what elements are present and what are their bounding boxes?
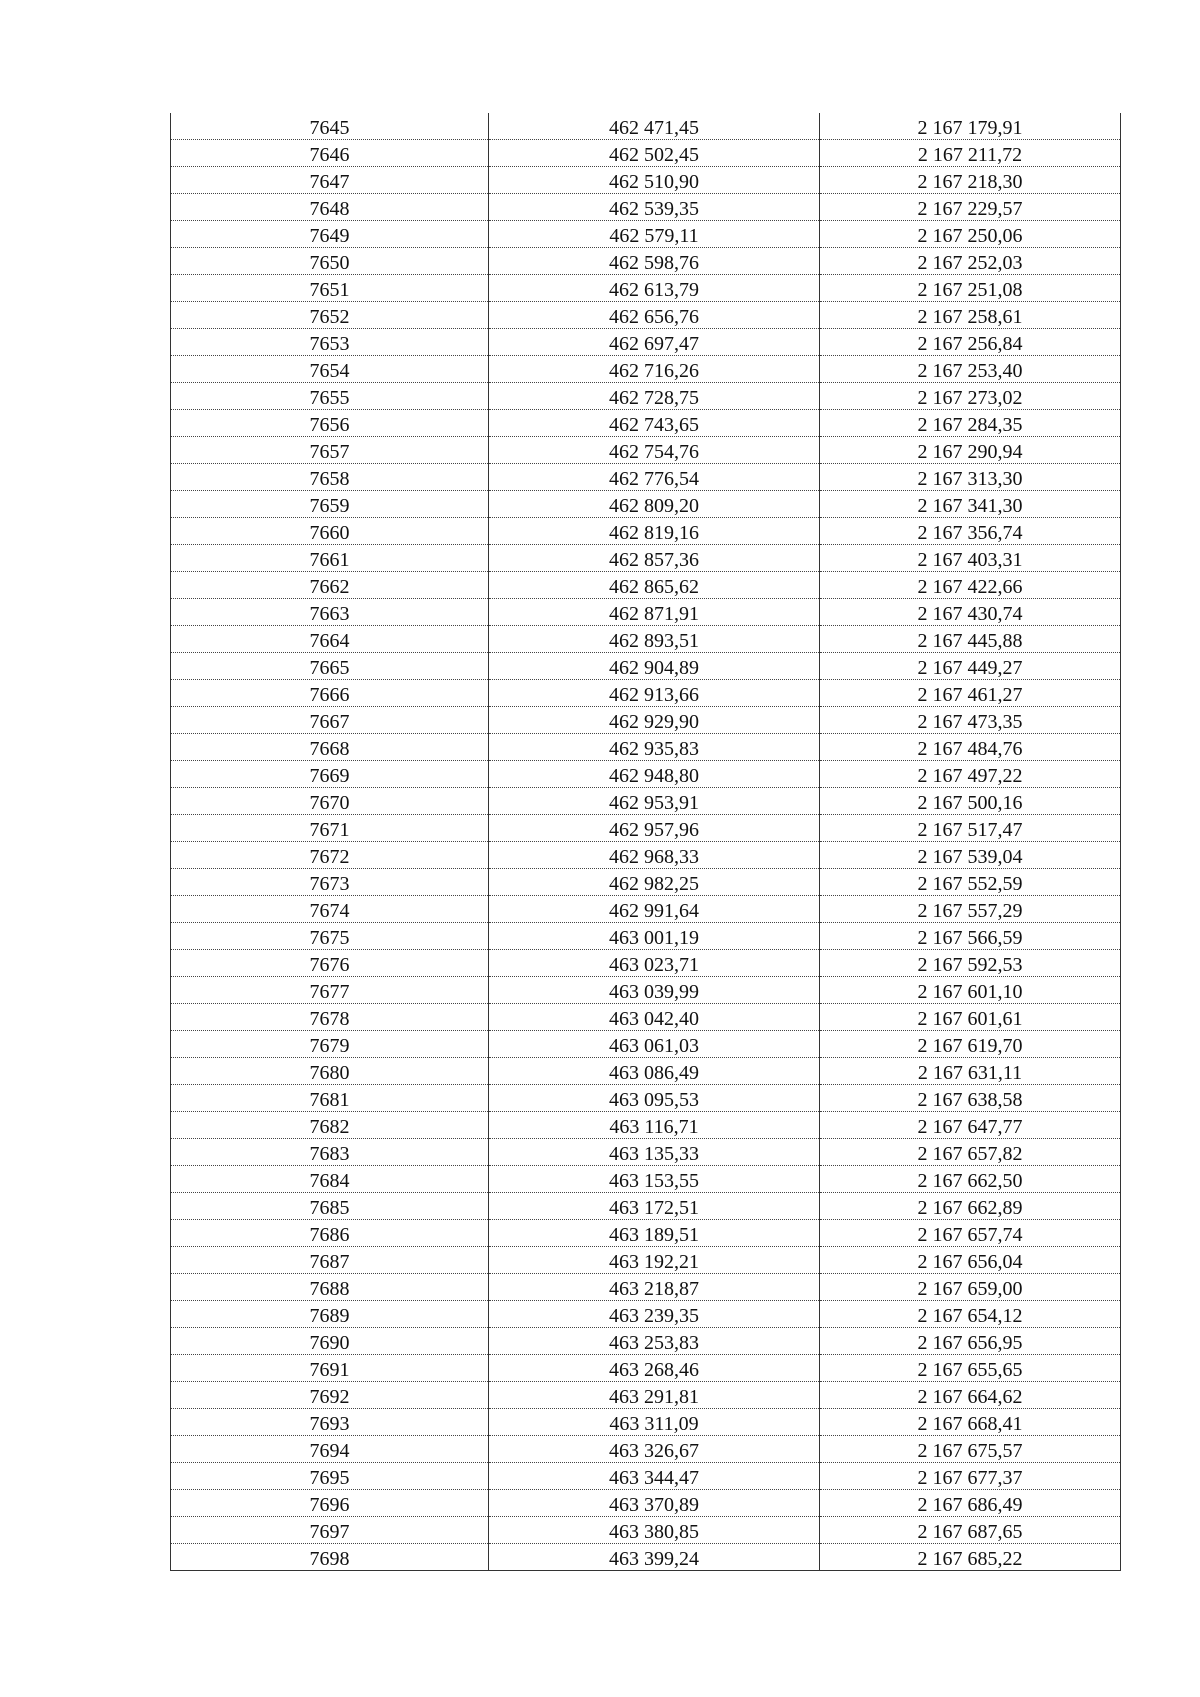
y-coordinate-cell: 2 167 655,65	[820, 1355, 1121, 1382]
table-row	[171, 626, 1121, 653]
x-coordinate-cell: 462 502,45	[489, 140, 820, 167]
x-coordinate-cell: 463 380,85	[489, 1517, 820, 1544]
x-coordinate-cell: 463 253,83	[489, 1328, 820, 1355]
y-coordinate-cell: 2 167 290,94	[820, 437, 1121, 464]
table-row	[171, 140, 1121, 167]
x-coordinate-cell: 463 344,47	[489, 1463, 820, 1490]
point-number-cell: 7667	[171, 707, 489, 734]
point-number-cell: 7660	[171, 518, 489, 545]
table-row	[171, 302, 1121, 329]
table-row	[171, 572, 1121, 599]
x-coordinate-cell: 463 135,33	[489, 1139, 820, 1166]
y-coordinate-cell: 2 167 662,50	[820, 1166, 1121, 1193]
x-coordinate-cell: 462 865,62	[489, 572, 820, 599]
point-number-cell: 7698	[171, 1544, 489, 1571]
y-coordinate-cell: 2 167 656,95	[820, 1328, 1121, 1355]
table-row	[171, 356, 1121, 383]
table-row	[171, 437, 1121, 464]
point-number-cell: 7697	[171, 1517, 489, 1544]
x-coordinate-cell: 462 948,80	[489, 761, 820, 788]
y-coordinate-cell: 2 167 659,00	[820, 1274, 1121, 1301]
x-coordinate-cell: 462 929,90	[489, 707, 820, 734]
x-coordinate-cell: 462 968,33	[489, 842, 820, 869]
point-number-cell: 7672	[171, 842, 489, 869]
point-number-cell: 7658	[171, 464, 489, 491]
x-coordinate-cell: 462 982,25	[489, 869, 820, 896]
y-coordinate-cell: 2 167 250,06	[820, 221, 1121, 248]
point-number-cell: 7689	[171, 1301, 489, 1328]
y-coordinate-cell: 2 167 686,49	[820, 1490, 1121, 1517]
point-number-cell: 7665	[171, 653, 489, 680]
x-coordinate-cell: 462 776,54	[489, 464, 820, 491]
table-row	[171, 383, 1121, 410]
y-coordinate-cell: 2 167 258,61	[820, 302, 1121, 329]
table-row	[171, 1544, 1121, 1571]
y-coordinate-cell: 2 167 449,27	[820, 653, 1121, 680]
table-row	[171, 1301, 1121, 1328]
y-coordinate-cell: 2 167 656,04	[820, 1247, 1121, 1274]
y-coordinate-cell: 2 167 647,77	[820, 1112, 1121, 1139]
x-coordinate-cell: 462 510,90	[489, 167, 820, 194]
x-coordinate-cell: 462 579,11	[489, 221, 820, 248]
table-row	[171, 1031, 1121, 1058]
x-coordinate-cell: 463 311,09	[489, 1409, 820, 1436]
table-row	[171, 815, 1121, 842]
x-coordinate-cell: 463 153,55	[489, 1166, 820, 1193]
table-row	[171, 923, 1121, 950]
y-coordinate-cell: 2 167 211,72	[820, 140, 1121, 167]
table-row	[171, 1328, 1121, 1355]
y-coordinate-cell: 2 167 638,58	[820, 1085, 1121, 1112]
x-coordinate-cell: 463 042,40	[489, 1004, 820, 1031]
table-row	[171, 761, 1121, 788]
point-number-cell: 7674	[171, 896, 489, 923]
table-row	[171, 410, 1121, 437]
y-coordinate-cell: 2 167 356,74	[820, 518, 1121, 545]
y-coordinate-cell: 2 167 552,59	[820, 869, 1121, 896]
x-coordinate-cell: 462 598,76	[489, 248, 820, 275]
x-coordinate-cell: 462 754,76	[489, 437, 820, 464]
y-coordinate-cell: 2 167 687,65	[820, 1517, 1121, 1544]
x-coordinate-cell: 463 086,49	[489, 1058, 820, 1085]
x-coordinate-cell: 462 656,76	[489, 302, 820, 329]
table-row	[171, 1112, 1121, 1139]
y-coordinate-cell: 2 167 251,08	[820, 275, 1121, 302]
point-number-cell: 7666	[171, 680, 489, 707]
table-row	[171, 1517, 1121, 1544]
table-row	[171, 1247, 1121, 1274]
y-coordinate-cell: 2 167 218,30	[820, 167, 1121, 194]
point-number-cell: 7659	[171, 491, 489, 518]
y-coordinate-cell: 2 167 664,62	[820, 1382, 1121, 1409]
point-number-cell: 7687	[171, 1247, 489, 1274]
point-number-cell: 7682	[171, 1112, 489, 1139]
table-row	[171, 194, 1121, 221]
x-coordinate-cell: 462 904,89	[489, 653, 820, 680]
point-number-cell: 7646	[171, 140, 489, 167]
x-coordinate-cell: 463 189,51	[489, 1220, 820, 1247]
coordinates-table	[170, 113, 1121, 1571]
y-coordinate-cell: 2 167 601,61	[820, 1004, 1121, 1031]
table-row	[171, 1490, 1121, 1517]
point-number-cell: 7684	[171, 1166, 489, 1193]
table-row	[171, 869, 1121, 896]
point-number-cell: 7680	[171, 1058, 489, 1085]
table-row	[171, 1193, 1121, 1220]
x-coordinate-cell: 463 023,71	[489, 950, 820, 977]
point-number-cell: 7693	[171, 1409, 489, 1436]
y-coordinate-cell: 2 167 461,27	[820, 680, 1121, 707]
y-coordinate-cell: 2 167 539,04	[820, 842, 1121, 869]
x-coordinate-cell: 462 871,91	[489, 599, 820, 626]
point-number-cell: 7694	[171, 1436, 489, 1463]
x-coordinate-cell: 462 935,83	[489, 734, 820, 761]
y-coordinate-cell: 2 167 179,91	[820, 113, 1121, 140]
y-coordinate-cell: 2 167 473,35	[820, 707, 1121, 734]
table-row	[171, 518, 1121, 545]
x-coordinate-cell: 463 291,81	[489, 1382, 820, 1409]
x-coordinate-cell: 463 001,19	[489, 923, 820, 950]
point-number-cell: 7655	[171, 383, 489, 410]
y-coordinate-cell: 2 167 685,22	[820, 1544, 1121, 1571]
table-row	[171, 545, 1121, 572]
table-row	[171, 707, 1121, 734]
y-coordinate-cell: 2 167 422,66	[820, 572, 1121, 599]
y-coordinate-cell: 2 167 592,53	[820, 950, 1121, 977]
x-coordinate-cell: 462 857,36	[489, 545, 820, 572]
point-number-cell: 7662	[171, 572, 489, 599]
y-coordinate-cell: 2 167 253,40	[820, 356, 1121, 383]
table-row	[171, 680, 1121, 707]
y-coordinate-cell: 2 167 657,74	[820, 1220, 1121, 1247]
x-coordinate-cell: 462 991,64	[489, 896, 820, 923]
x-coordinate-cell: 462 957,96	[489, 815, 820, 842]
point-number-cell: 7690	[171, 1328, 489, 1355]
table-row	[171, 221, 1121, 248]
point-number-cell: 7685	[171, 1193, 489, 1220]
table-row	[171, 1058, 1121, 1085]
table-row	[171, 1409, 1121, 1436]
point-number-cell: 7686	[171, 1220, 489, 1247]
x-coordinate-cell: 462 743,65	[489, 410, 820, 437]
x-coordinate-cell: 463 326,67	[489, 1436, 820, 1463]
table-row	[171, 788, 1121, 815]
y-coordinate-cell: 2 167 601,10	[820, 977, 1121, 1004]
table-row	[171, 1436, 1121, 1463]
x-coordinate-cell: 462 809,20	[489, 491, 820, 518]
x-coordinate-cell: 463 192,21	[489, 1247, 820, 1274]
y-coordinate-cell: 2 167 484,76	[820, 734, 1121, 761]
point-number-cell: 7653	[171, 329, 489, 356]
table-row	[171, 167, 1121, 194]
table-row	[171, 1274, 1121, 1301]
y-coordinate-cell: 2 167 675,57	[820, 1436, 1121, 1463]
table-row	[171, 275, 1121, 302]
y-coordinate-cell: 2 167 229,57	[820, 194, 1121, 221]
point-number-cell: 7675	[171, 923, 489, 950]
table-row	[171, 1139, 1121, 1166]
point-number-cell: 7654	[171, 356, 489, 383]
y-coordinate-cell: 2 167 252,03	[820, 248, 1121, 275]
y-coordinate-cell: 2 167 341,30	[820, 491, 1121, 518]
y-coordinate-cell: 2 167 256,84	[820, 329, 1121, 356]
point-number-cell: 7671	[171, 815, 489, 842]
y-coordinate-cell: 2 167 517,47	[820, 815, 1121, 842]
x-coordinate-cell: 462 613,79	[489, 275, 820, 302]
y-coordinate-cell: 2 167 619,70	[820, 1031, 1121, 1058]
y-coordinate-cell: 2 167 445,88	[820, 626, 1121, 653]
point-number-cell: 7692	[171, 1382, 489, 1409]
table-row	[171, 1382, 1121, 1409]
table-row	[171, 1220, 1121, 1247]
table-row	[171, 491, 1121, 518]
point-number-cell: 7664	[171, 626, 489, 653]
table-row	[171, 599, 1121, 626]
table-row	[171, 842, 1121, 869]
point-number-cell: 7656	[171, 410, 489, 437]
point-number-cell: 7676	[171, 950, 489, 977]
y-coordinate-cell: 2 167 557,29	[820, 896, 1121, 923]
point-number-cell: 7679	[171, 1031, 489, 1058]
table-row	[171, 896, 1121, 923]
y-coordinate-cell: 2 167 677,37	[820, 1463, 1121, 1490]
x-coordinate-cell: 463 061,03	[489, 1031, 820, 1058]
point-number-cell: 7683	[171, 1139, 489, 1166]
y-coordinate-cell: 2 167 497,22	[820, 761, 1121, 788]
point-number-cell: 7645	[171, 113, 489, 140]
table-row	[171, 653, 1121, 680]
x-coordinate-cell: 462 539,35	[489, 194, 820, 221]
x-coordinate-cell: 463 039,99	[489, 977, 820, 1004]
x-coordinate-cell: 463 116,71	[489, 1112, 820, 1139]
table-row	[171, 1166, 1121, 1193]
y-coordinate-cell: 2 167 631,11	[820, 1058, 1121, 1085]
point-number-cell: 7648	[171, 194, 489, 221]
point-number-cell: 7647	[171, 167, 489, 194]
x-coordinate-cell: 462 728,75	[489, 383, 820, 410]
y-coordinate-cell: 2 167 284,35	[820, 410, 1121, 437]
point-number-cell: 7696	[171, 1490, 489, 1517]
x-coordinate-cell: 462 913,66	[489, 680, 820, 707]
x-coordinate-cell: 463 370,89	[489, 1490, 820, 1517]
point-number-cell: 7652	[171, 302, 489, 329]
x-coordinate-cell: 462 953,91	[489, 788, 820, 815]
table-row	[171, 1004, 1121, 1031]
point-number-cell: 7691	[171, 1355, 489, 1382]
point-number-cell: 7678	[171, 1004, 489, 1031]
point-number-cell: 7650	[171, 248, 489, 275]
x-coordinate-cell: 463 095,53	[489, 1085, 820, 1112]
y-coordinate-cell: 2 167 654,12	[820, 1301, 1121, 1328]
table-row	[171, 1463, 1121, 1490]
table-row	[171, 329, 1121, 356]
x-coordinate-cell: 462 697,47	[489, 329, 820, 356]
x-coordinate-cell: 462 893,51	[489, 626, 820, 653]
table-row	[171, 734, 1121, 761]
point-number-cell: 7695	[171, 1463, 489, 1490]
table-row	[171, 950, 1121, 977]
point-number-cell: 7669	[171, 761, 489, 788]
x-coordinate-cell: 462 716,26	[489, 356, 820, 383]
point-number-cell: 7681	[171, 1085, 489, 1112]
y-coordinate-cell: 2 167 403,31	[820, 545, 1121, 572]
y-coordinate-cell: 2 167 657,82	[820, 1139, 1121, 1166]
point-number-cell: 7661	[171, 545, 489, 572]
point-number-cell: 7677	[171, 977, 489, 1004]
point-number-cell: 7670	[171, 788, 489, 815]
table-row	[171, 1355, 1121, 1382]
x-coordinate-cell: 463 172,51	[489, 1193, 820, 1220]
point-number-cell: 7668	[171, 734, 489, 761]
point-number-cell: 7673	[171, 869, 489, 896]
y-coordinate-cell: 2 167 273,02	[820, 383, 1121, 410]
y-coordinate-cell: 2 167 668,41	[820, 1409, 1121, 1436]
table-row	[171, 113, 1121, 140]
point-number-cell: 7663	[171, 599, 489, 626]
y-coordinate-cell: 2 167 313,30	[820, 464, 1121, 491]
x-coordinate-cell: 462 819,16	[489, 518, 820, 545]
y-coordinate-cell: 2 167 430,74	[820, 599, 1121, 626]
table-row	[171, 1085, 1121, 1112]
point-number-cell: 7688	[171, 1274, 489, 1301]
y-coordinate-cell: 2 167 566,59	[820, 923, 1121, 950]
table-row	[171, 248, 1121, 275]
point-number-cell: 7649	[171, 221, 489, 248]
point-number-cell: 7657	[171, 437, 489, 464]
y-coordinate-cell: 2 167 500,16	[820, 788, 1121, 815]
x-coordinate-cell: 462 471,45	[489, 113, 820, 140]
table-row	[171, 464, 1121, 491]
table-row	[171, 977, 1121, 1004]
x-coordinate-cell: 463 399,24	[489, 1544, 820, 1571]
y-coordinate-cell: 2 167 662,89	[820, 1193, 1121, 1220]
coordinates-table-body	[171, 113, 1121, 1571]
x-coordinate-cell: 463 268,46	[489, 1355, 820, 1382]
point-number-cell: 7651	[171, 275, 489, 302]
x-coordinate-cell: 463 218,87	[489, 1274, 820, 1301]
x-coordinate-cell: 463 239,35	[489, 1301, 820, 1328]
